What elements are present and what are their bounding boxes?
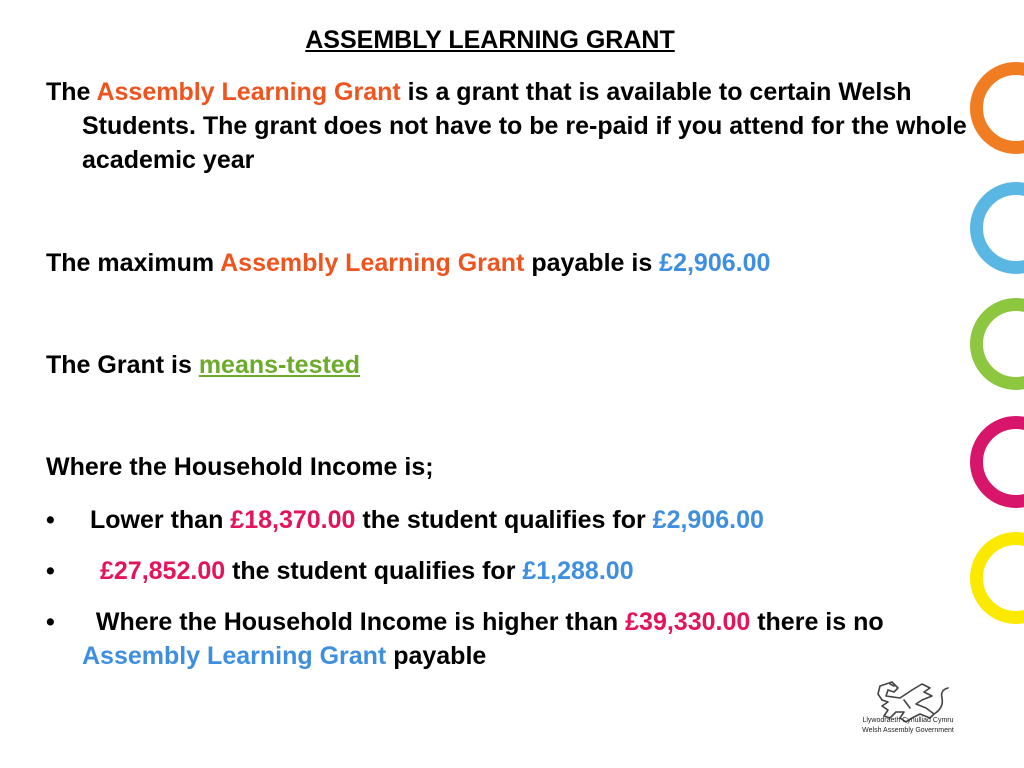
bullet-icon: • (46, 506, 55, 534)
grant-term: Assembly Learning Grant (96, 78, 401, 106)
income-threshold: £18,370.00 (230, 506, 356, 534)
blue-ring-icon (970, 182, 1024, 274)
bullet-text: Where the Household Income is higher than £39,330.00 there is no Assembly Learning Grant payable (82, 608, 884, 670)
income-threshold: £27,852.00 (100, 557, 226, 585)
bullet-text: Lower than £18,370.00 the student qualifies for £2,906.00 (90, 506, 764, 534)
income-heading: Where the Household Income is; (46, 453, 434, 481)
yellow-ring-icon (970, 532, 1024, 624)
grant-term: Assembly Learning Grant (220, 249, 525, 277)
means-paragraph: The Grant is means-tested (46, 351, 360, 379)
grant-amount: £1,288.00 (522, 557, 634, 585)
green-ring-icon (970, 298, 1024, 390)
grant-term: Assembly Learning Grant (82, 642, 387, 670)
means-tested-link[interactable]: means-tested (198, 351, 360, 379)
income-threshold: £39,330.00 (625, 608, 751, 636)
pink-ring-icon (970, 416, 1024, 508)
logo-caption: Llywodraeth Cynulliad Cymru Welsh Assembly Government (862, 717, 954, 734)
bullet-text: £27,852.00 the student qualifies for £1,288.00 (100, 557, 634, 585)
grant-amount: £2,906.00 (652, 506, 764, 534)
decorative-rings (962, 62, 1024, 622)
intro-paragraph: The Assembly Learning Grant is a grant that is available to certain Welsh Students. The grant does not have to be re-paid if you attend for the whole academic year (46, 78, 967, 174)
maximum-amount: £2,906.00 (659, 249, 771, 277)
bullet-icon: • (46, 608, 55, 636)
orange-ring-icon (970, 62, 1024, 154)
bullet-icon: • (46, 557, 55, 585)
maximum-paragraph: The maximum Assembly Learning Grant payable is £2,906.00 (46, 249, 771, 277)
slide-title: ASSEMBLY LEARNING GRANT (305, 26, 675, 54)
